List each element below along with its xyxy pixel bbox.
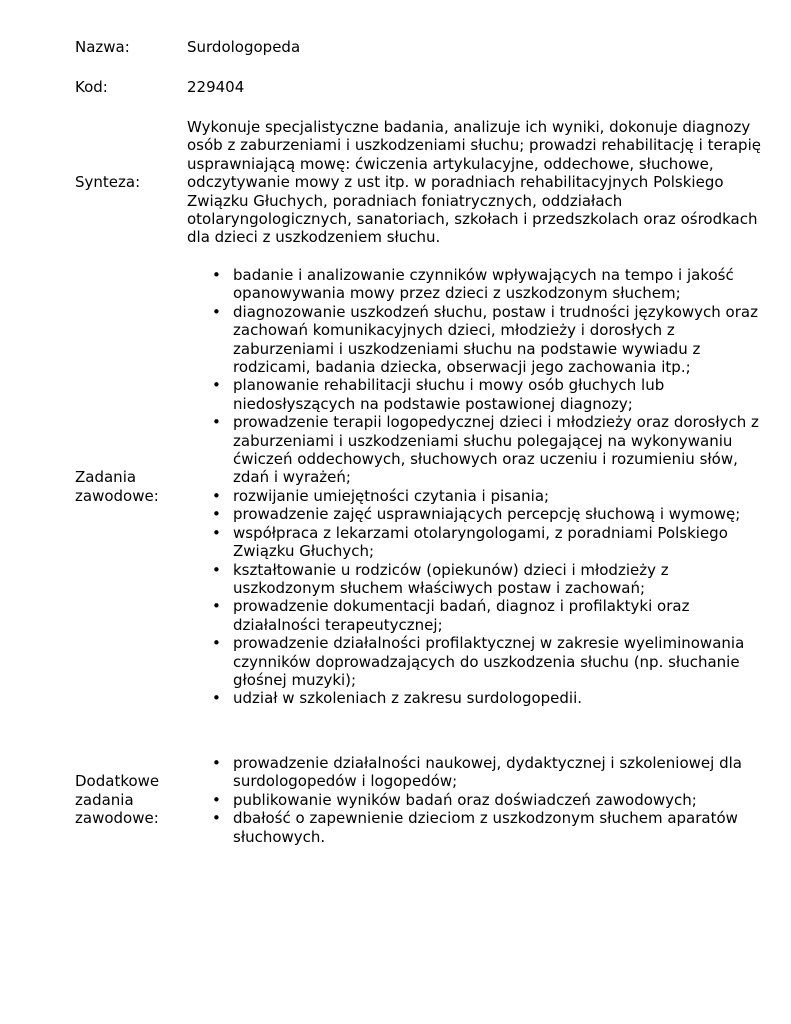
list-item: • współpraca z lekarzami otolaryngologami, z poradniami Polskiego Związku Głuchych;	[187, 524, 765, 561]
nazwa-label: Nazwa:	[75, 38, 130, 56]
nazwa-row	[75, 38, 765, 56]
dodatkowe-label: Dodatkowe zadania zawodowe:	[75, 772, 160, 828]
dodatkowe-list-wrapper	[187, 754, 765, 846]
list-item: • badanie i analizowanie czynników wpływających na tempo i jakość opanowywania mowy przez dzieci z uszkodzonym słuchem;	[187, 266, 765, 303]
kod-row	[75, 78, 765, 96]
zadania-row	[75, 266, 765, 708]
list-item: • prowadzenie terapii logopedycznej dzieci i młodzieży oraz dorosłych z zaburzeniami i uszkodzeniami słuchu polegającej na wykonywaniu ćwiczeń oddechowych, słuchowych oraz uczeniu i rozumieniu słów, zdań i wyrażeń;	[187, 413, 765, 487]
list-item: • diagnozowanie uszkodzeń słuchu, postaw i trudności językowych oraz zachowań komunikacyjnych dzieci, młodzieży i dorosłych z zaburzeniami i uszkodzeniami słuchu na podstawie wywiadu z rodzicami, badania dziecka, obserwacji jego zachowania itp.;	[187, 303, 765, 377]
zadania-list-wrapper	[187, 266, 765, 708]
list-item: • prowadzenie działalności profilaktycznej w zakresie wyeliminowania czynników doprowadzających do uszkodzenia słuchu (np. słuchanie głośnej muzyki);	[187, 634, 765, 689]
synteza-label: Synteza:	[75, 173, 141, 192]
synteza-row	[75, 118, 765, 247]
nazwa-value: Surdologopeda	[187, 38, 301, 56]
list-item: • prowadzenie zajęć usprawniających percepcję słuchową i wymowę;	[187, 505, 765, 523]
kod-value: 229404	[187, 78, 245, 96]
zadania-label: Zadania zawodowe:	[75, 468, 159, 505]
list-item: • dbałość o zapewnienie dzieciom z uszkodzonym słuchem aparatów słuchowych.	[187, 809, 765, 846]
list-item: • publikowanie wyników badań oraz doświadczeń zawodowych;	[187, 791, 765, 809]
dodatkowe-list	[187, 754, 765, 846]
list-item: • rozwijanie umiejętności czytania i pisania;	[187, 487, 765, 505]
dodatkowe-row	[75, 754, 765, 846]
list-item: • udział w szkoleniach z zakresu surdologopedii.	[187, 689, 765, 707]
list-item: • planowanie rehabilitacji słuchu i mowy osób głuchych lub niedosłyszących na podstawie postawionej diagnozy;	[187, 376, 765, 413]
list-item: • prowadzenie działalności naukowej, dydaktycznej i szkoleniowej dla surdologopedów i logopedów;	[187, 754, 765, 791]
synteza-value: Wykonuje specjalistyczne badania, analizuje ich wyniki, dokonuje diagnozy osób z zaburzeniami i uszkodzeniami słuchu; prowadzi rehabilitację i terapię usprawniającą mowę: ćwiczenia artykulacyjne, oddechowe, słuchowe, odczytywanie mowy z ust itp. w poradniach rehabilitacyjnych Polskiego Związku Głuchych, poradniach foniatrycznych, oddziałach otolaryngologicznych, sanatoriach, szkołach i przedszkolach oraz ośrodkach dla dzieci z uszkodzeniem słuchu.	[187, 118, 761, 247]
list-item: • prowadzenie dokumentacji badań, diagnoz i profilaktyki oraz działalności terapeutycznej;	[187, 597, 765, 634]
list-item: • kształtowanie u rodziców (opiekunów) dzieci i młodzieży z uszkodzonym słuchem właściwych postaw i zachowań;	[187, 561, 765, 598]
kod-label: Kod:	[75, 78, 108, 96]
zadania-list	[187, 266, 765, 708]
